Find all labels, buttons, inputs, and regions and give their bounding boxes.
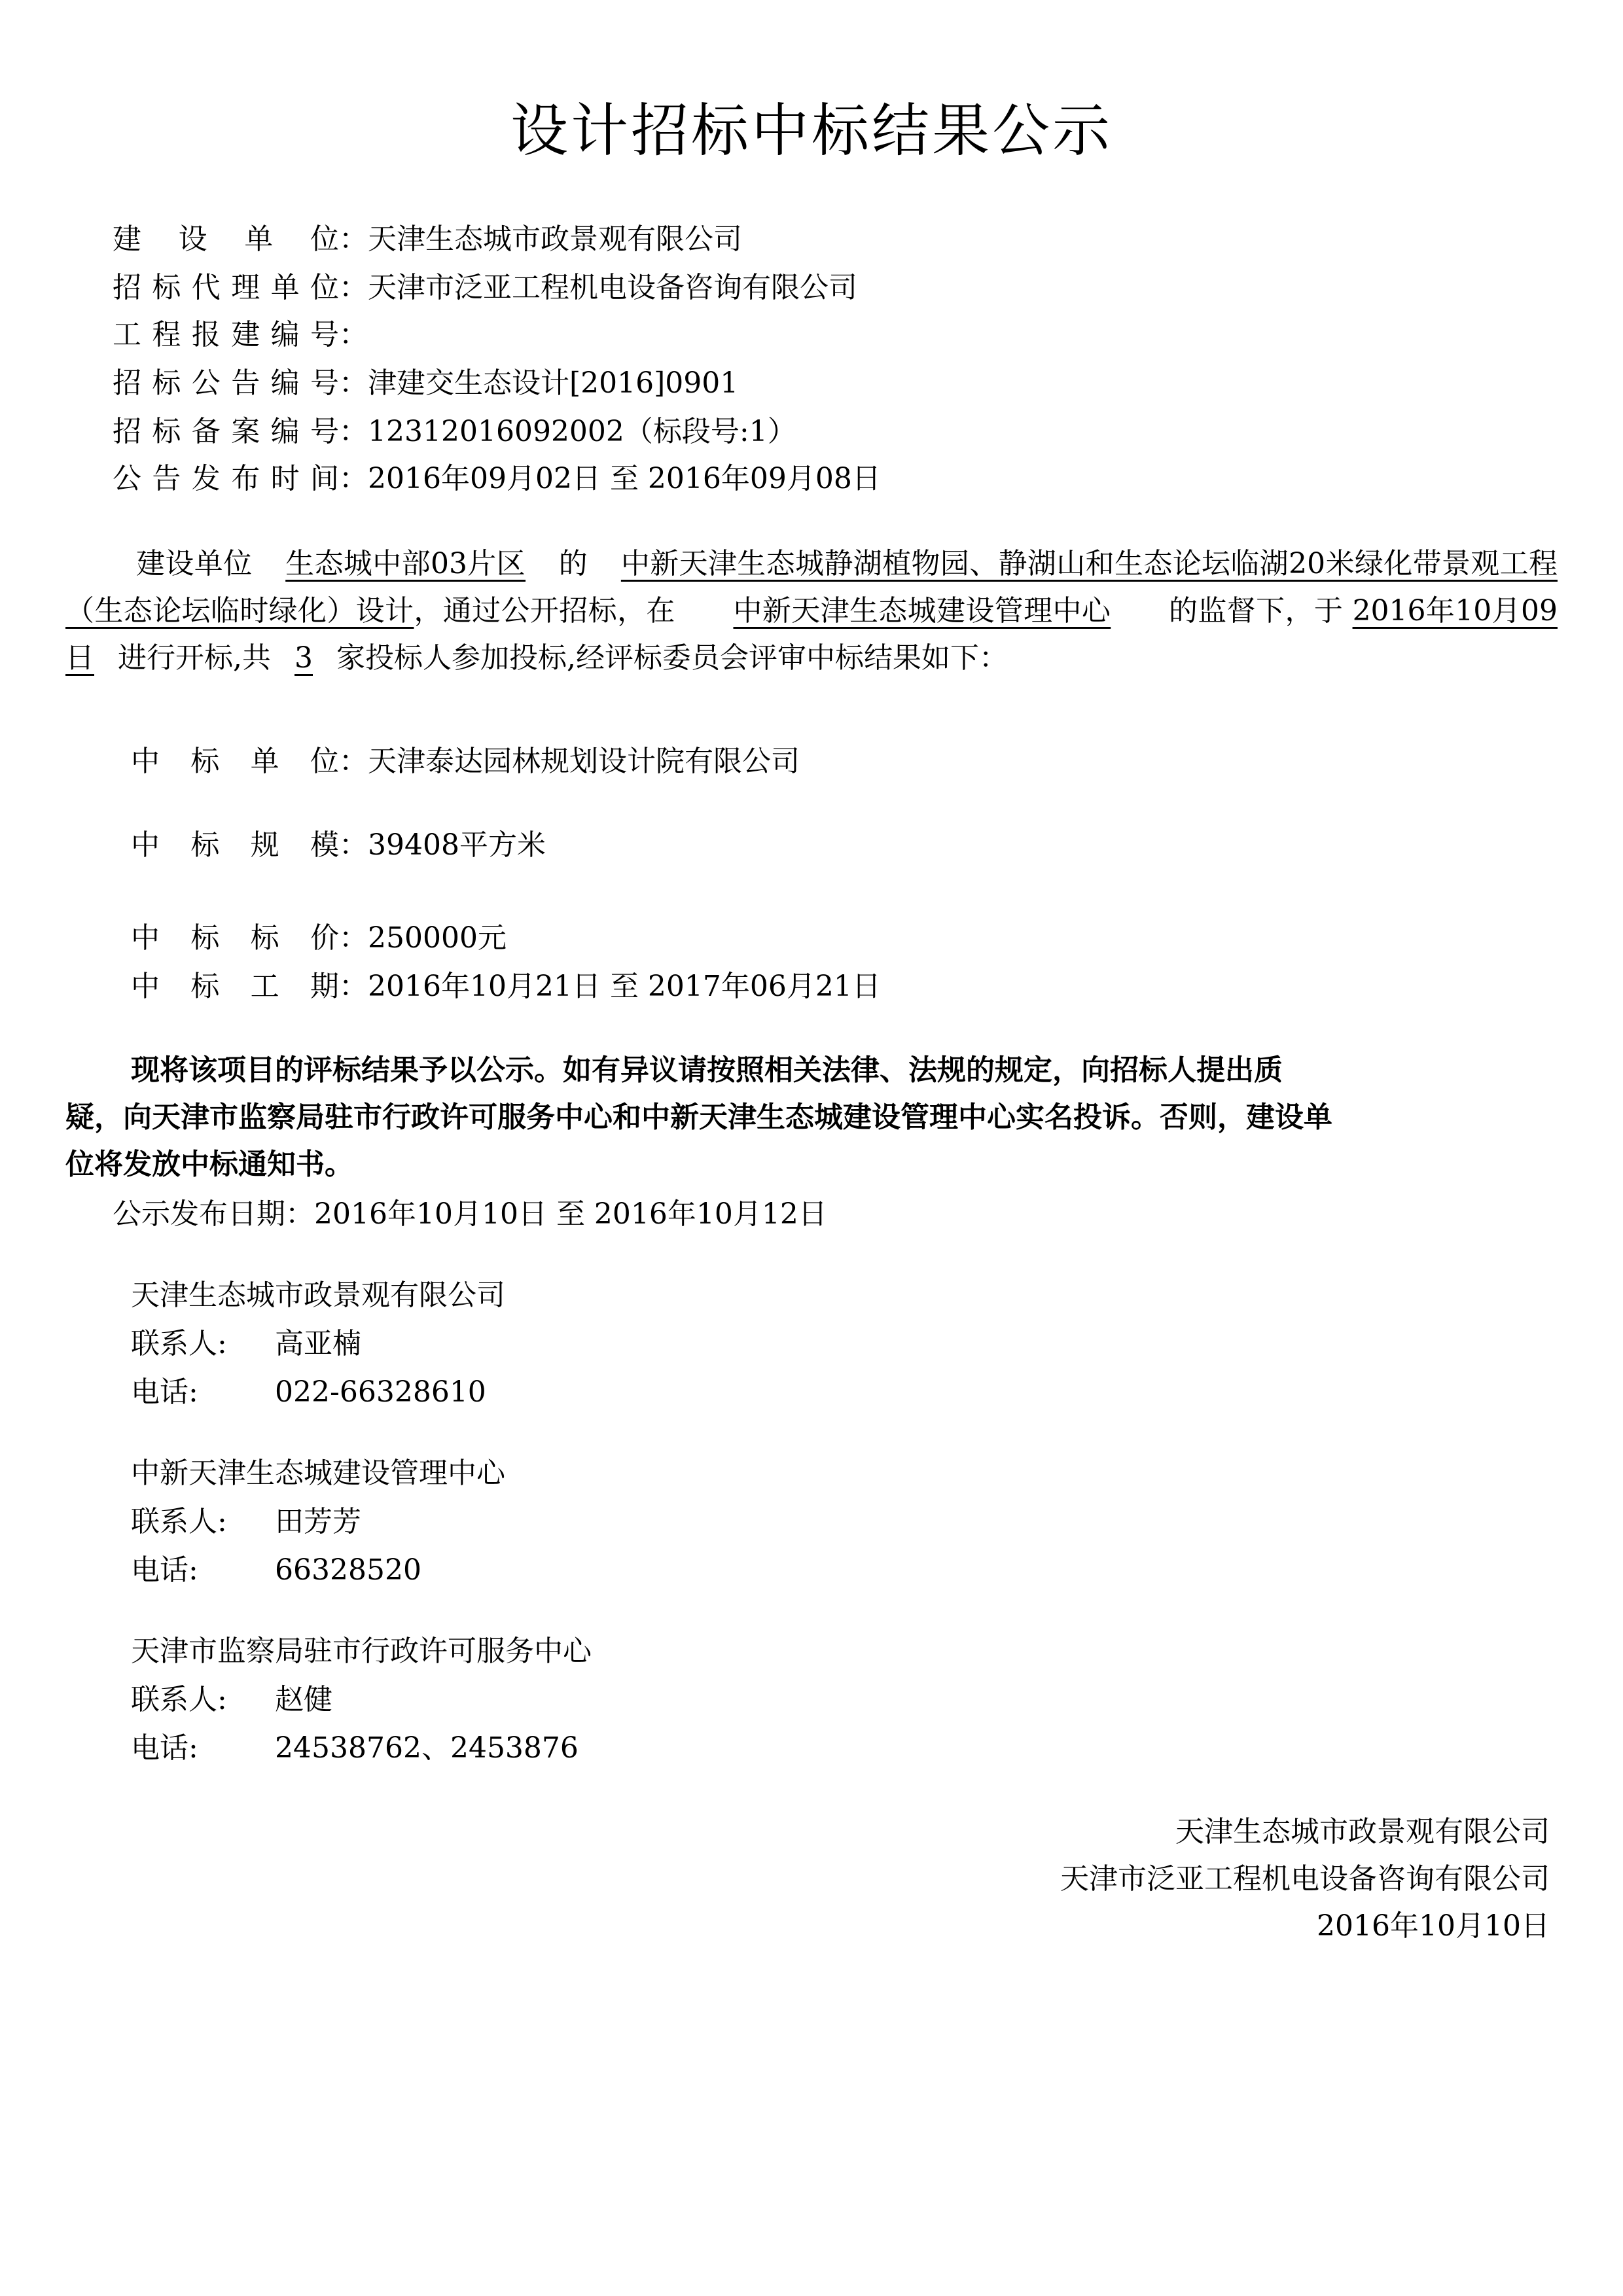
info-publish-time-label: 公告发布时间 <box>113 462 339 495</box>
page-title: 设计招标中标结果公示 <box>510 97 1113 164</box>
colon: ： <box>339 222 368 256</box>
info-agent-label: 招标代理单位 <box>113 271 339 304</box>
para-bidder-count: 3 <box>294 641 313 675</box>
result-price-label: 中标标价 <box>131 921 339 955</box>
contact-phone: 24538762、2453876 <box>275 1731 579 1765</box>
info-notice-no-row <box>113 364 738 403</box>
info-builder-label: 建设单位 <box>113 222 339 256</box>
contact-person-label: 联系人: <box>131 1683 227 1716</box>
colon: ： <box>339 921 368 955</box>
para-text: 家投标人参加投标,经评标委员会评审中标结果如下： <box>336 641 1008 675</box>
info-project-no-row <box>113 315 368 355</box>
contact-person: 赵健 <box>275 1683 332 1716</box>
info-agent-value: 天津市泛亚工程机电设备咨询有限公司 <box>368 271 857 304</box>
contact-person-label: 联系人: <box>131 1327 227 1360</box>
para-project: 中新天津生态城静湖植物园、静湖山和生态论坛临湖20米绿化带景观工程（生态论坛临时绿化）设计 <box>65 547 1558 627</box>
contact-person-row <box>131 1502 361 1542</box>
info-publish-time-row <box>113 459 881 499</box>
info-notice-no-value: 津建交生态设计[2016]0901 <box>368 366 739 400</box>
bid-paragraph <box>65 540 1558 682</box>
result-winner-label: 中标单位 <box>131 745 339 778</box>
contact-org: 中新天津生态城建设管理中心 <box>131 1457 505 1490</box>
para-text: ，通过公开招标，在 <box>414 594 675 627</box>
contact-org: 天津生态城市政景观有限公司 <box>131 1279 505 1312</box>
colon: ： <box>339 745 368 778</box>
contact-phone: 66328520 <box>275 1553 421 1587</box>
colon: ： <box>339 970 368 1003</box>
contact-person-label: 联系人: <box>131 1505 227 1538</box>
colon: ： <box>339 271 368 304</box>
contact-phone-label: 电话: <box>131 1731 198 1765</box>
publicity-date-value: 2016年10月10日 至 2016年10月12日 <box>314 1197 827 1231</box>
publicity-notice <box>65 1047 1505 1188</box>
para-text: 建设单位 <box>136 547 253 580</box>
info-record-no-row <box>113 412 796 451</box>
contact-person-row <box>131 1680 332 1720</box>
publicity-date-label: 公示发布日期： <box>113 1197 314 1231</box>
para-text: 进行开标,共 <box>118 641 271 675</box>
result-scale-label: 中标规模 <box>131 828 339 862</box>
contact-phone-row <box>131 1373 486 1412</box>
info-publish-time-value: 2016年09月02日 至 2016年09月08日 <box>368 462 881 495</box>
contact-phone-row <box>131 1729 579 1768</box>
result-period-row <box>131 967 881 1006</box>
colon: ： <box>339 828 368 862</box>
colon: ： <box>339 366 368 400</box>
info-notice-no-label: 招标公告编号 <box>113 366 339 400</box>
signature-org-1: 天津生态城市政景观有限公司 <box>1175 1815 1550 1848</box>
info-project-no-label: 工程报建编号 <box>113 318 339 351</box>
result-period-label: 中标工期 <box>131 970 339 1003</box>
notice-line: 疑，向天津市监察局驻市行政许可服务中心和中新天津生态城建设管理中心实名投诉。否则，建设单 <box>65 1101 1332 1134</box>
notice-line: 位将发放中标通知书。 <box>65 1148 353 1181</box>
contact-org: 天津市监察局驻市行政许可服务中心 <box>131 1634 592 1668</box>
info-agent-row <box>113 268 857 308</box>
result-winner-value: 天津泰达园林规划设计院有限公司 <box>368 745 800 778</box>
result-period-value: 2016年10月21日 至 2017年06月21日 <box>368 970 881 1003</box>
para-open-date: 2016年10月09日 <box>65 594 1558 675</box>
info-builder-row <box>113 220 742 259</box>
contact-person: 高亚楠 <box>275 1327 361 1360</box>
result-price-value: 250000元 <box>368 921 507 955</box>
para-supervisor: 中新天津生态城建设管理中心 <box>733 594 1111 627</box>
contact-person: 田芳芳 <box>275 1505 361 1538</box>
contact-phone: 022-66328610 <box>275 1375 486 1409</box>
result-scale-row <box>131 826 546 865</box>
contact-phone-label: 电话: <box>131 1375 198 1409</box>
info-record-no-label: 招标备案编号 <box>113 415 339 448</box>
colon: ： <box>339 415 368 448</box>
signature-date: 2016年10月10日 <box>1317 1909 1550 1943</box>
colon: ： <box>339 462 368 495</box>
contact-phone-label: 电话: <box>131 1553 198 1587</box>
colon: ： <box>339 318 368 351</box>
para-text: 的 <box>558 547 588 580</box>
para-unit: 生态城中部03片区 <box>285 547 526 580</box>
notice-line: 现将该项目的评标结果予以公示。如有异议请按照相关法律、法规的规定，向招标人提出质 <box>131 1053 1283 1087</box>
result-scale-value: 39408平方米 <box>368 828 546 862</box>
signature-org-2: 天津市泛亚工程机电设备咨询有限公司 <box>1060 1862 1550 1896</box>
info-builder-value: 天津生态城市政景观有限公司 <box>368 222 742 256</box>
info-record-no-value: 12312016092002（标段号:1） <box>368 415 796 448</box>
result-winner-row <box>131 742 800 781</box>
contact-person-row <box>131 1324 361 1364</box>
contact-phone-row <box>131 1551 421 1590</box>
publicity-date-row <box>113 1195 827 1234</box>
result-price-row <box>131 919 507 958</box>
para-text: 的监督下，于 <box>1168 594 1344 627</box>
